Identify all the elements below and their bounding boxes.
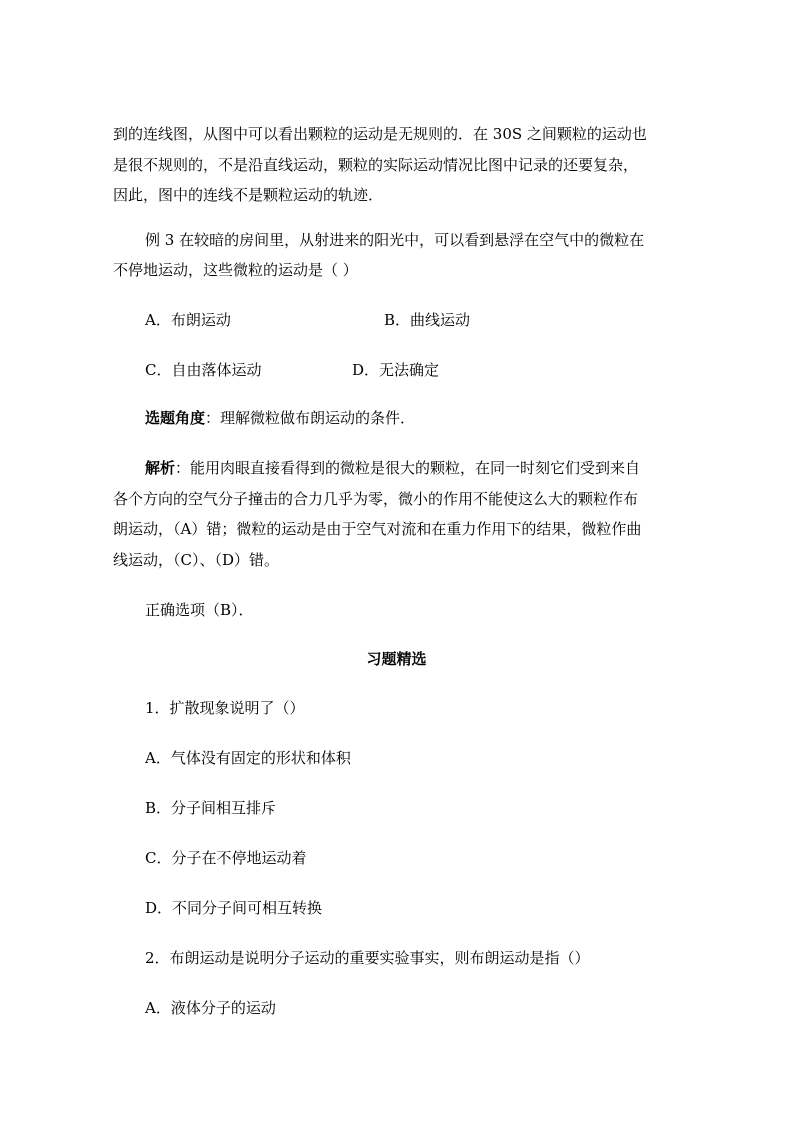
intro-line-3: 因此，图中的连线不是颗粒运动的轨迹． [113, 186, 384, 204]
q2-stem: 2．布朗运动是说明分子运动的重要实验事实，则布朗运动是指（） [145, 949, 590, 967]
example3-option-b: B．曲线运动 [384, 311, 471, 329]
q1-option-b: B．分子间相互排斥 [145, 799, 277, 817]
example3-line-2: 不停地运动，这些微粒的运动是（ ） [113, 261, 358, 279]
analysis-line-3: 朗运动，（A）错；微粒的运动是由于空气对流和在重力作用下的结果，微粒作曲 [113, 520, 642, 538]
analysis-text-1: ：能用肉眼直接看得到的微粒是很大的颗粒，在同一时刻它们受到来自 [175, 459, 641, 477]
section-title: 习题精选 [366, 650, 427, 668]
angle-text: ：理解微粒做布朗运动的条件． [205, 409, 416, 427]
angle-line [145, 408, 415, 428]
analysis-label: 解析 [145, 459, 176, 477]
q1-option-d: D．不同分子间可相互转换 [145, 899, 323, 917]
example3-option-c: C．自由落体运动 [145, 361, 262, 379]
example3-option-d: D．无法确定 [352, 361, 440, 379]
q2-option-a: A．液体分子的运动 [145, 999, 276, 1017]
analysis-line-4: 线运动，（C）、（D）错。 [113, 551, 280, 569]
analysis-line-2: 各个方向的空气分子撞击的合力几乎为零，微小的作用不能使这么大的颗粒作布 [113, 490, 639, 508]
answer-line: 正确选项（B）． [145, 601, 254, 619]
example3-line-1: 例 3 在较暗的房间里，从射进来的阳光中，可以看到悬浮在空气中的微粒在 [145, 231, 645, 249]
q1-option-c: C．分子在不停地运动着 [145, 849, 307, 867]
q1-stem: 1．扩散现象说明了（） [145, 699, 305, 717]
intro-line-1: 到的连线图，从图中可以看出颗粒的运动是无规则的．在 30S 之间颗粒的运动也 [113, 125, 647, 143]
example3-option-a: A．布朗运动 [145, 311, 231, 329]
q1-option-a: A．气体没有固定的形状和体积 [145, 749, 351, 767]
intro-line-2: 是很不规则的，不是沿直线运动，颗粒的实际运动情况比图中记录的还要复杂， [113, 156, 639, 174]
analysis-line-1 [145, 458, 640, 478]
angle-label: 选题角度 [145, 409, 206, 427]
